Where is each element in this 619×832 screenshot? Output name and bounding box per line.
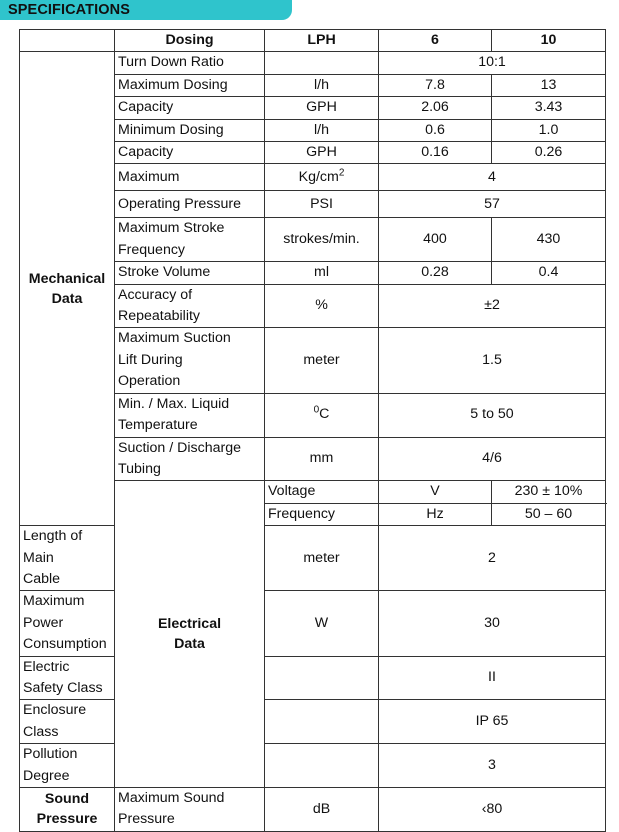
param-label: Minimum Dosing (115, 119, 265, 141)
param-label: Suction / Discharge Tubing (115, 437, 265, 481)
param-label: Enclosure Class (20, 700, 115, 744)
header-lph: LPH (265, 30, 379, 52)
param-label: Electric Safety Class (20, 656, 115, 700)
param-label: Operating Pressure (115, 191, 265, 218)
value-cell: 4 (379, 164, 606, 191)
unit-cell (265, 744, 379, 788)
value-cell: 30 (379, 591, 606, 656)
param-label: Min. / Max. Liquid Temperature (115, 393, 265, 437)
unit-cell: $Kg/cm^2$ (265, 164, 379, 191)
value-cell: IP 65 (379, 700, 606, 744)
param-label: Voltage (265, 481, 379, 503)
value-cell: 0.4 (492, 262, 606, 284)
param-label: Maximum (115, 164, 265, 191)
value-cell: 2 (379, 526, 606, 591)
unit-cell: W (265, 591, 379, 656)
param-label: Accuracy of Repeatability (115, 284, 265, 328)
value-cell: 5 to 50 (379, 393, 606, 437)
table-row (20, 52, 606, 74)
value-cell: 50 – 60 (492, 503, 606, 525)
value-cell: 0.26 (492, 142, 606, 164)
table-row (20, 788, 606, 832)
value-cell: 430 (492, 218, 606, 262)
unit-cell: meter (265, 328, 379, 393)
table-header-row (20, 30, 606, 52)
table-row (20, 591, 606, 656)
unit-cell: PSI (265, 191, 379, 218)
header-model-10: 10 (492, 30, 606, 52)
table-row (20, 700, 606, 744)
unit-cell: Hz (379, 503, 492, 525)
unit-cell: mm (265, 437, 379, 481)
value-cell: 10:1 (379, 52, 606, 74)
param-label: Frequency (265, 503, 379, 525)
value-cell: 57 (379, 191, 606, 218)
unit-cell: % (265, 284, 379, 328)
value-cell: ‹80 (379, 788, 606, 832)
param-label: Maximum Stroke Frequency (115, 218, 265, 262)
value-cell: 4/6 (379, 437, 606, 481)
section-title: SPECIFICATIONS (8, 2, 130, 18)
value-cell: 400 (379, 218, 492, 262)
value-cell: 0.28 (379, 262, 492, 284)
value-cell: 0.16 (379, 142, 492, 164)
header-dosing: Dosing (115, 30, 265, 52)
unit-cell: $^0$C (265, 393, 379, 437)
unit-cell: GPH (265, 142, 379, 164)
param-label: Length of Main Cable (20, 526, 115, 591)
table-row (20, 526, 606, 591)
param-label: Pollution Degree (20, 744, 115, 788)
value-cell: 1.5 (379, 328, 606, 393)
specifications-table (19, 29, 606, 832)
unit-cell: l/h (265, 119, 379, 141)
param-label: Maximum Power Consumption (20, 591, 115, 656)
group-electrical-data: Electrical Data (115, 481, 265, 788)
value-cell: ±2 (379, 284, 606, 328)
table-row (20, 744, 606, 788)
value-cell: II (379, 656, 606, 700)
value-cell: 13 (492, 74, 606, 96)
unit-cell: strokes/min. (265, 218, 379, 262)
param-label: Stroke Volume (115, 262, 265, 284)
value-cell: 1.0 (492, 119, 606, 141)
unit-cell: l/h (265, 74, 379, 96)
section-banner (0, 0, 292, 20)
group-sound-pressure: Sound Pressure (20, 788, 115, 832)
unit-cell (265, 52, 379, 74)
group-mechanical-data: Mechanical Data (20, 52, 115, 526)
header-model-6: 6 (379, 30, 492, 52)
param-label: Capacity (115, 142, 265, 164)
param-label: Capacity (115, 97, 265, 119)
unit-cell: ml (265, 262, 379, 284)
table-row (20, 656, 606, 700)
value-cell: 2.06 (379, 97, 492, 119)
unit-cell: V (379, 481, 492, 503)
param-label: Turn Down Ratio (115, 52, 265, 74)
param-label: Maximum Suction Lift During Operation (115, 328, 265, 393)
value-cell: 3 (379, 744, 606, 788)
unit-cell (265, 700, 379, 744)
unit-cell (265, 656, 379, 700)
unit-cell: dB (265, 788, 379, 832)
header-empty (20, 30, 115, 52)
value-cell: 7.8 (379, 74, 492, 96)
value-cell: 0.6 (379, 119, 492, 141)
param-label: Maximum Sound Pressure (115, 788, 265, 832)
unit-cell: meter (265, 526, 379, 591)
value-cell: 3.43 (492, 97, 606, 119)
unit-cell: GPH (265, 97, 379, 119)
param-label: Maximum Dosing (115, 74, 265, 96)
value-cell: 230 ± 10% (492, 481, 606, 503)
